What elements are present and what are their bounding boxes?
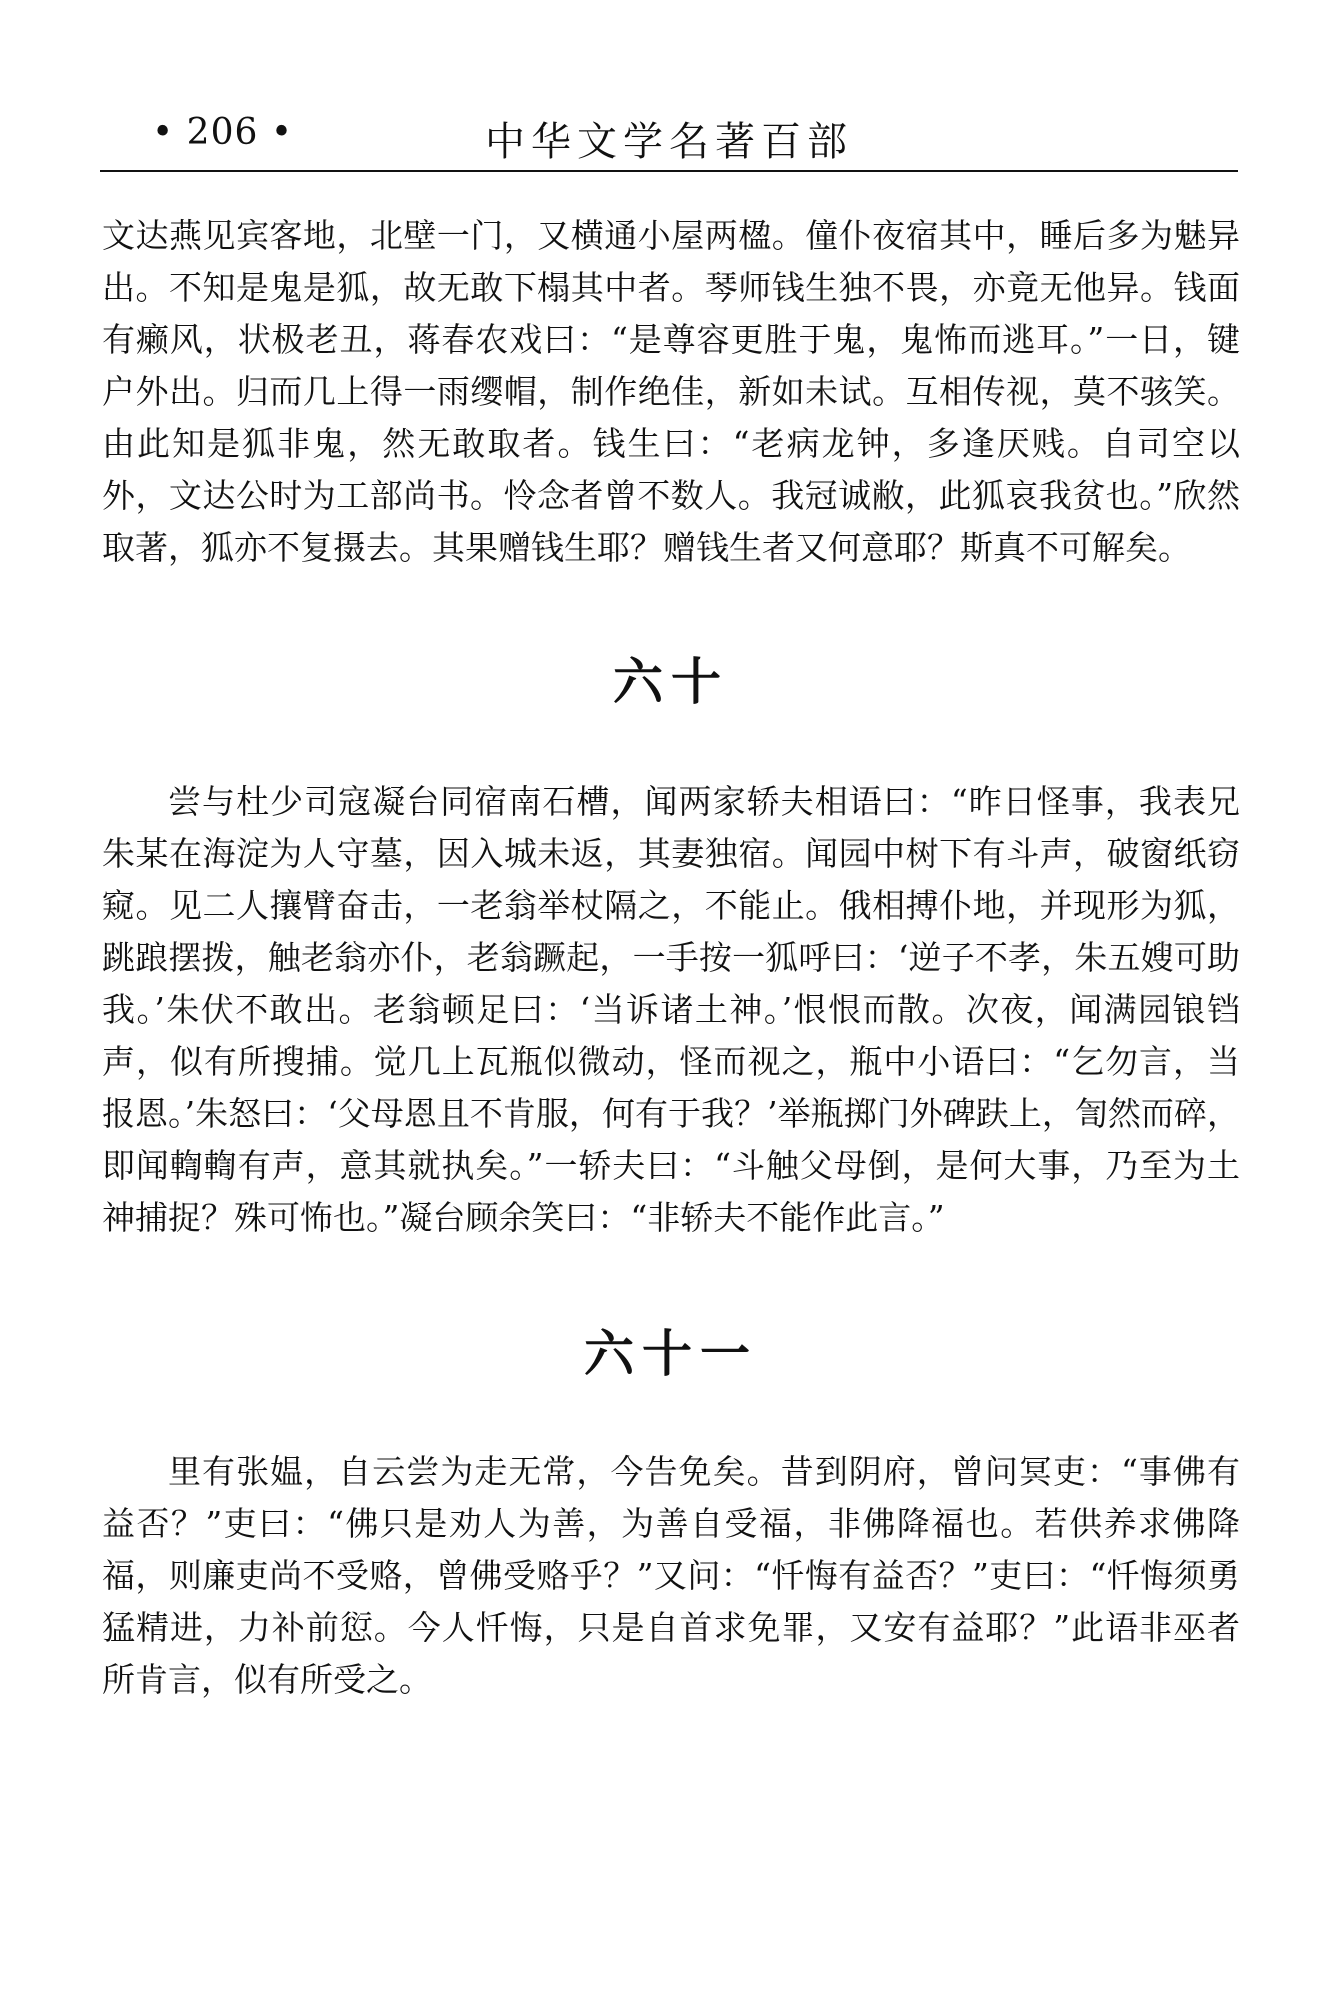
page-content — [102, 210, 1240, 1706]
section-title-61: 六十一 — [584, 1324, 758, 1383]
intro-paragraph: 文达燕见宾客地，北壁一门，又横通小屋两楹。僮仆夜宿其中，睡后多为魅异出。不知是鬼是狐，故无敢下榻其中者。琴师钱生独不畏，亦竟无他异。钱面有癞风，状极老丑，蒋春农戏曰：“是尊容更胜于鬼，鬼怖而逃耳。”一日，键户外出。归而几上得一雨缨帽，制作绝佳，新如未试。互相传视，莫不骇笑。由此知是狐非鬼，然无敢取者。钱生曰：“老病龙钟，多逢厌贱。自司空以外，文达公时为工部尚书。怜念者曾不数人。我冠诚敝，此狐哀我贫也。”欣然取著，狐亦不复摄去。其果赠钱生耶？赠钱生者又何意耶？斯真不可解矣。 — [102, 216, 1240, 567]
book-title: 中华文学名著百部 — [485, 119, 853, 165]
section-body-60: 尝与杜少司寇凝台同宿南石槽，闻两家轿夫相语曰：“昨日怪事，我表兄朱某在海淀为人守墓，因入城未返，其妻独宿。闻园中树下有斗声，破窗纸窃窥。见二人攘臂奋击，一老翁举杖隔之，不能止。俄相搏仆地，并现形为狐，跳踉摆拨，触老翁亦仆，老翁蹶起，一手按一狐呼曰：‘逆子不孝，朱五嫂可助我。’朱伏不敢出。老翁顿足曰：‘当诉诸土神。’恨恨而散。次夜，闻满园锒铛声，似有所搜捕。觉几上瓦瓶似微动，怪而视之，瓶中小语曰：“乞勿言，当报恩。’朱怒曰：‘父母恩且不肯服，何有于我？’举瓶掷门外碑趺上，訇然而碎，即闻輷輷有声，意其就执矣。”一轿夫曰：“斗触父母倒，是何大事，乃至为土神捕捉？殊可怖也。”凝台顾余笑曰：“非轿夫不能作此言。” — [102, 782, 1240, 1237]
page-number: • 206 • — [152, 112, 294, 153]
header-rule — [100, 170, 1238, 172]
page-header — [100, 110, 1238, 172]
section-body-61: 里有张媪，自云尝为走无常，今告免矣。昔到阴府，曾问冥吏：“事佛有益否？”吏曰：“佛只是劝人为善，为善自受福，非佛降福也。若供养求佛降福，则廉吏尚不受赂，曾佛受赂乎？”又问：“忏悔有益否？”吏曰：“忏悔须勇猛精进，力补前愆。今人忏悔，只是自首求免罪，又安有益耶？”此语非巫者所肯言，似有所受之。 — [102, 1452, 1240, 1699]
section-title-60: 六十 — [613, 652, 729, 711]
